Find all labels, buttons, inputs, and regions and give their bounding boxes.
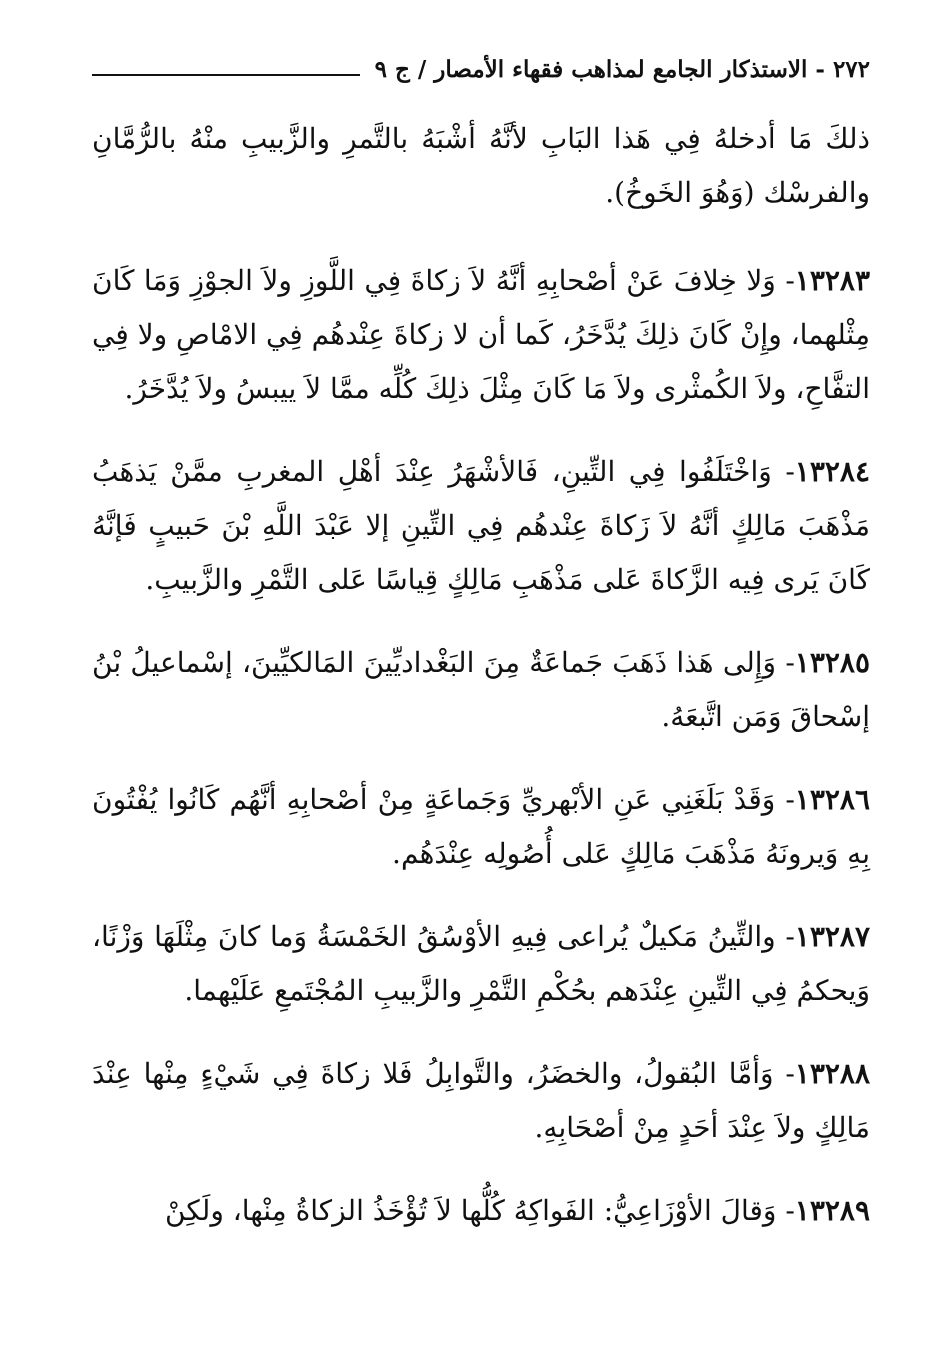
paragraph-text: - وَاخْتَلَفُوا فِي التِّينِ، فَالأشْهَرُ عِنْدَ أهْلِ المغربِ ممَّنْ يَذهَبُ مَذْهَبَ مَالِكٍ أنَّهُ لاَ زَكاةَ عِنْدهُم فِي التِّينِ إلا عَبْدَ اللَّهِ بْنَ حَبيبٍ فَإنَّهُ كَانَ يَرى فِيه الزَّكاةَ عَلى مَذْهَبِ مَالِكٍ قِياسًا عَلى التَّمْرِ والزَّبيبِ. bbox=[92, 455, 870, 596]
paragraph-number: ١٣٢٨٣ bbox=[794, 264, 870, 297]
running-title: ٢٧٢ - الاستذكار الجامع لمذاهب فقهاء الأمصار / ج ٩ bbox=[374, 56, 870, 83]
paragraph-number: ١٣٢٨٥ bbox=[794, 646, 870, 679]
paragraph bbox=[92, 1047, 870, 1155]
paragraph-text: - والتِّينُ مَكيلٌ يُراعى فِيهِ الأوْسُقُ الخَمْسَةُ وَما كانَ مِثْلَهَا وَزْنًا، وَيحكمُ فِي التِّينِ عِنْدَهم بحُكْمِ التَّمْرِ والزَّبيبِ المُجْتَمعِ عَلَيْهما. bbox=[92, 920, 870, 1007]
paragraph-text: - وَقَدْ بَلَغَنِي عَنِ الأبْهريِّ وَجَماعَةٍ مِنْ أصْحابِهِ أنَّهُم كَانُوا يُفْتُونَ بِهِ وَيرونَهُ مَذْهَبَ مَالِكٍ عَلى أُصُولِه عِنْدَهُم. bbox=[92, 783, 870, 870]
paragraph-text: - وَقالَ الأوْزَاعِيُّ: الفَواكِهُ كُلُّها لاَ تُؤْخَذُ الزكاةُ مِنْها، ولَكِنْ bbox=[165, 1194, 795, 1227]
paragraph-text: - وَأمَّا البُقولُ، والخضَرُ، والتَّوابِلُ فَلا زكاةَ فِي شَيْءٍ مِنْها عِنْدَ مَالِكٍ ولاَ عِنْدَ أحَدٍ مِنْ أصْحَابِهِ. bbox=[92, 1057, 870, 1144]
paragraph-number: ١٣٢٨٩ bbox=[794, 1194, 870, 1227]
paragraph bbox=[92, 254, 870, 416]
header-rule bbox=[92, 74, 360, 76]
paragraph-number: ١٣٢٨٨ bbox=[794, 1057, 870, 1090]
paragraph-text: ذلكَ مَا أدخلهُ فِي هَذا البَابِ لأنَّهُ أشْبَهُ بالتَّمرِ والزَّبيبِ منْهُ بالرُّمَّانِ والفرسْك (وَهُوَ الخَوخُ). bbox=[92, 122, 870, 209]
page-header bbox=[92, 52, 870, 92]
paragraph bbox=[92, 112, 870, 220]
paragraph-number: ١٣٢٨٧ bbox=[794, 920, 870, 953]
paragraph bbox=[92, 910, 870, 1018]
page-body bbox=[92, 112, 870, 1267]
paragraph-text: - وَلا خِلافَ عَنْ أصْحابِهِ أنَّهُ لاَ زكاةَ فِي اللَّوزِ ولاَ الجوْزِ وَمَا كَانَ مِثْلهما، وإِنْ كَانَ ذلِكَ يُدَّخَرُ، كَما أن لا زكاةَ عِنْدهُم فِي الامْاصِ ولا فِي التفَّاحِ، ولاَ الكُمثْرى ولاَ مَا كَانَ مِثْلَ ذلِكَ كُلِّه ممَّا لاَ ييبسُ ولاَ يُدَّخَرُ. bbox=[92, 264, 871, 405]
paragraph-text: - وَإِلى هَذا ذَهَبَ جَماعَةٌ مِنَ البَغْداديِّينَ المَالكيِّينَ، إسْماعيلُ بْنُ إسْحاقَ وَمَن اتَّبعَهُ. bbox=[92, 646, 870, 733]
paragraph bbox=[92, 636, 870, 744]
paragraph-number: ١٣٢٨٤ bbox=[794, 455, 870, 488]
paragraph bbox=[92, 1184, 870, 1238]
paragraph bbox=[92, 445, 870, 607]
paragraph-number: ١٣٢٨٦ bbox=[794, 783, 870, 816]
paragraph bbox=[92, 773, 870, 881]
